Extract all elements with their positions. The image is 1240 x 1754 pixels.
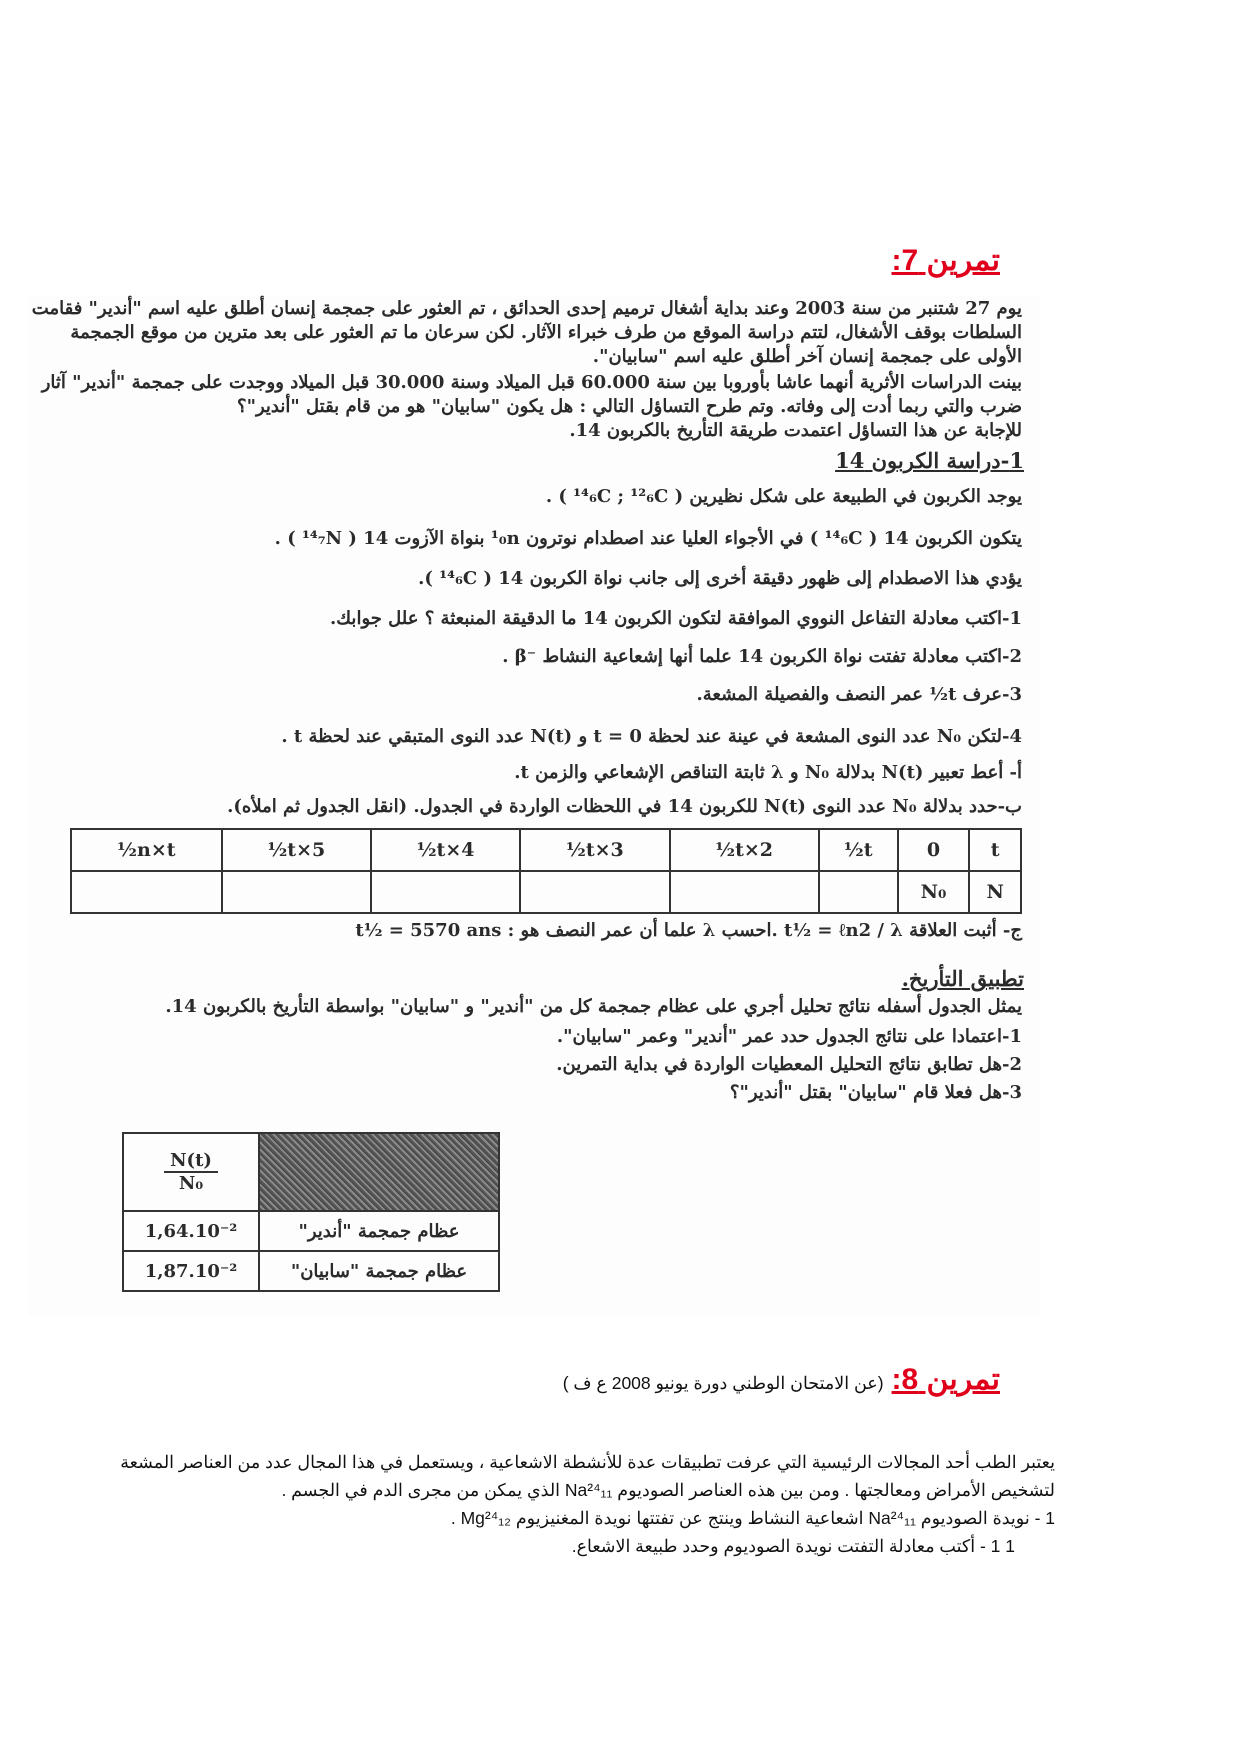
intro-line-2: السلطات بوقف الأشغال، لتتم دراسة الموقع من طرف خبراء الآثار. لكن سرعان ما تم العثور على بعد مترين من موقع الجمجمة [70,322,1022,343]
question-3: 3-عرف t½ عمر النصف والفصيلة المشعة. [696,684,1022,705]
table-cell: n×t½ [71,829,222,871]
table-cell [819,871,898,913]
exercise-7-heading: تمرين 7: [891,244,1000,277]
section-1-line-2: يتكون الكربون 14 ( ¹⁴₆C ) في الأجواء العليا عند اصطدام نوترون ¹₀n بنواة الآزوت 14 ( ¹⁴₇N ) . [274,528,1022,549]
scanned-exercise-7 [28,296,1040,1316]
table-cell: 3×t½ [520,829,669,871]
question-4a: أ- أعط تعبير N(t) بدلالة N₀ و λ ثابتة التناقص الإشعاعي والزمن t. [514,762,1022,783]
exercise-8-question-1-1: 1 1 - أكتب معادلة التفتت نويدة الصوديوم وحدد طبيعة الاشعاع. [571,1536,1015,1556]
section-2-question-3: 3-هل فعلا قام "سابيان" بقتل "أندير"؟ [729,1082,1022,1103]
skull-label-sapian: عظام جمجمة "سابيان" [259,1251,499,1291]
section-2-title: تطبيق التأريخ. [901,966,1024,991]
intro-line-4: بينت الدراسات الأثرية أنهما عاشا بأوروبا بين سنة 60.000 قبل الميلاد وسنة 30.000 قبل الميلاد ووجدت على جمجمة "أندير" آثار [41,372,1022,393]
exercise-8-heading: تمرين 8: [891,1363,1000,1396]
table-cell: 2×t½ [670,829,819,871]
intro-line-3: الأولى على جمجمة إنسان آخر أطلق عليه اسم "سابيان". [592,346,1022,367]
ratio-fraction [164,1150,218,1194]
exercise-8-paragraph-1: يعتبر الطب أحد المجالات الرئيسية التي عرفت تطبيقات عدة للأنشطة الاشعاعية ، ويستعمل في هذا المجال عدد من العناصر المشعة [120,1452,1055,1472]
table-cell [670,871,819,913]
ratio-numerator: N(t) [164,1150,218,1173]
question-4c: ج- أثبت العلاقة t½ = ℓn2 / λ .احسب λ علما أن عمر النصف هو : t½ = 5570 ans [355,920,1022,941]
decay-table [70,828,1022,914]
table-cell [71,871,222,913]
table-header-ratio [123,1133,259,1211]
table-cell: t½ [819,829,898,871]
ratio-value-andir: 1,64.10⁻² [123,1211,259,1251]
ratio-denominator: N₀ [178,1173,204,1194]
table-cell [520,871,669,913]
section-2-question-1: 1-اعتمادا على نتائج الجدول حدد عمر "أندير" وعمر "سابيان". [556,1026,1022,1047]
section-1-line-3: يؤدي هذا الاصطدام إلى ظهور دقيقة أخرى إلى جانب نواة الكربون 14 ( ¹⁴₆C ). [418,568,1022,589]
section-2-intro: يمثل الجدول أسفله نتائج تحليل أجري على عظام جمجمة كل من "أندير" و "سابيان" بواسطة التأريخ بالكربون 14. [165,996,1022,1017]
table-row [123,1251,499,1291]
question-2: 2-اكتب معادلة تفتت نواة الكربون 14 علما أنها إشعاعية النشاط ⁻β . [502,646,1022,667]
table-cell [371,871,520,913]
table-cell: 5×t½ [222,829,371,871]
question-1: 1-اكتب معادلة التفاعل النووي الموافقة لتكون الكربون 14 ما الدقيقة المنبعثة ؟ علل جوابك. [330,608,1022,629]
question-4: 4-لتكن N₀ عدد النوى المشعة في عينة عند لحظة t = 0 و N(t) عدد النوى المتبقي عند لحظة t . [281,726,1022,747]
table-cell: 0 [898,829,970,871]
table-row [71,871,1021,913]
table-cell: 4×t½ [371,829,520,871]
exercise-8-header [563,1362,1000,1397]
results-table [122,1132,500,1292]
table-cell: N₀ [898,871,970,913]
section-2-question-2: 2-هل تطابق نتائج التحليل المعطيات الواردة في بداية التمرين. [556,1054,1022,1075]
shaded-cell [259,1133,499,1211]
table-cell: N [969,871,1021,913]
exercise-8-source: (عن الامتحان الوطني دورة يونيو 2008 ع ف ) [562,1373,884,1393]
table-row [123,1133,499,1211]
section-1-line-1: يوجد الكربون في الطبيعة على شكل نظيرين ( ¹⁴₆C ; ¹²₆C ) . [545,486,1022,507]
table-cell: t [969,829,1021,871]
intro-line-1: يوم 27 شتنبر من سنة 2003 وعند بداية أشغال ترميم إحدى الحدائق ، تم العثور على جمجمة إنسان أطلق عليه اسم "أندير" فقامت [31,298,1022,319]
table-row [123,1211,499,1251]
intro-line-5: ضرب والتي ربما أدت إلى وفاته. وتم طرح التساؤل التالي : هل يكون "سابيان" هو من قام بقتل "أندير"؟ [237,396,1022,417]
skull-label-andir: عظام جمجمة "أندير" [259,1211,499,1251]
intro-line-6: للإجابة عن هذا التساؤل اعتمدت طريقة التأريخ بالكربون 14. [569,420,1022,441]
question-4b: ب-حدد بدلالة N₀ عدد النوى N(t) للكربون 14 في اللحظات الواردة في الجدول. (انقل الجدول ثم املأه). [227,796,1022,817]
table-cell [222,871,371,913]
ratio-value-sapian: 1,87.10⁻² [123,1251,259,1291]
section-1-title: 1-دراسة الكربون 14 [835,448,1024,473]
table-row [71,829,1021,871]
exercise-8-question-1: 1 - نويدة الصوديوم Na²⁴₁₁ اشعاعية النشاط وينتج عن تفتتها نويدة المغنيزيوم Mg²⁴₁₂ . [450,1508,1055,1528]
exercise-8-paragraph-2: لتشخيص الأمراض ومعالجتها . ومن بين هذه العناصر الصوديوم Na²⁴₁₁ الذي يمكن من مجرى الدم في الجسم . [281,1480,1055,1500]
